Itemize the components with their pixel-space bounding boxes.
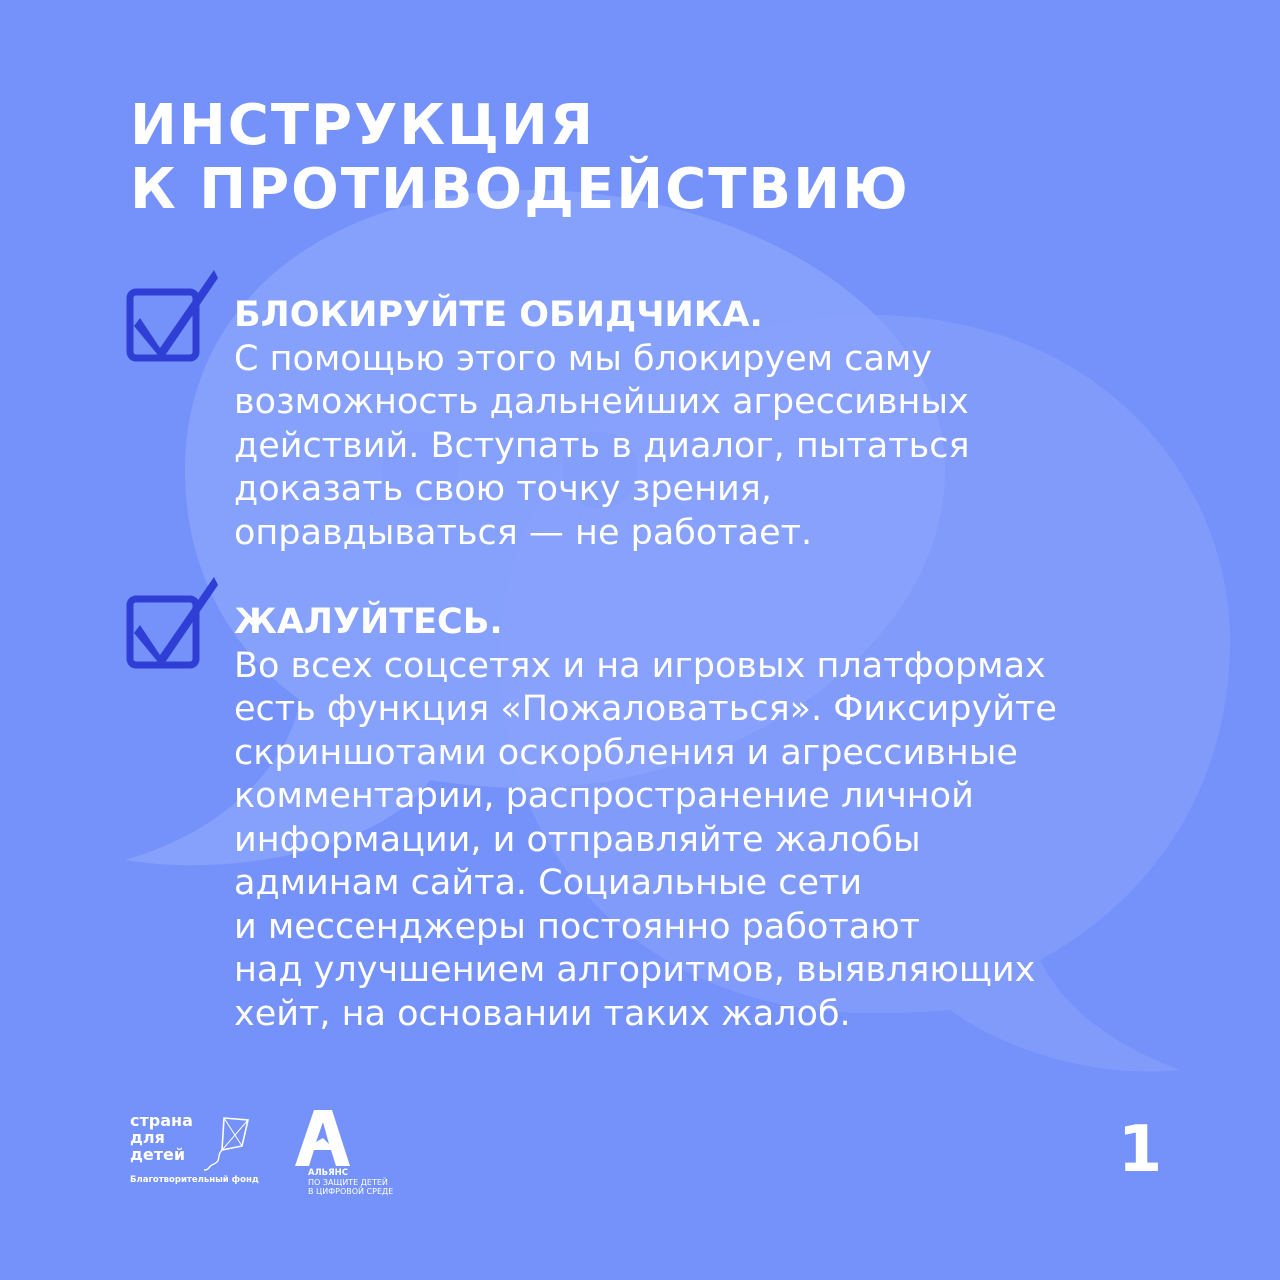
instruction-heading-complain: ЖАЛУЙТЕСЬ. [234, 602, 503, 642]
alliance-line-2: ПО ЗАЩИТЕ ДЕТЕЙ [308, 1178, 388, 1187]
instruction-line: возможность дальнейших агрессивных [234, 382, 969, 422]
strana-dlya-detey-logo [130, 1112, 290, 1192]
kite-icon [202, 1114, 250, 1172]
alliance-line-3: В ЦИФРОВОЙ СРЕДЕ [308, 1187, 394, 1196]
instruction-heading-block: БЛОКИРУЙТЕ ОБИДЧИКА. [234, 295, 763, 335]
instruction-line: Во всех соцсетях и на игровых платформах [234, 645, 1046, 686]
instruction-line: и мессенджеры постоянно работают [234, 906, 921, 947]
instruction-line: доказать свою точку зрения, [234, 469, 772, 509]
instruction-line: информации, и отправляйте жалобы [234, 819, 921, 860]
instruction-line: хейт, на основании таких жалоб. [234, 993, 851, 1034]
logo-word: страна [130, 1111, 193, 1130]
instruction-line: комментарии, распространение личной [234, 776, 974, 816]
instruction-line: действий. Вступать в диалог, пытаться [234, 425, 970, 466]
checkbox-checked-icon [126, 575, 221, 675]
logo-subtitle: Благотворительный фонд [130, 1175, 259, 1185]
logo-word: для [130, 1128, 165, 1147]
instruction-line: админам сайта. Социальные сети [234, 863, 863, 903]
instruction-line: скриншотами оскорбления и агрессивные [234, 732, 1018, 773]
title-line-1: ИНСТРУКЦИЯ [130, 93, 595, 158]
checkbox-checked-icon [126, 268, 221, 368]
alliance-logo [290, 1108, 420, 1198]
instruction-line: С помощью этого мы блокируем саму [234, 338, 933, 379]
instruction-line: над улучшением алгоритмов, выявляющих [234, 950, 1036, 990]
instruction-line: оправдываться — не работает. [234, 512, 813, 553]
logo-word: детей [130, 1145, 186, 1164]
alliance-a-logo-icon [292, 1108, 352, 1168]
instruction-text-block [234, 294, 1244, 555]
alliance-line-1: АЛЬЯНС [308, 1168, 349, 1178]
footer [0, 1100, 1280, 1220]
page-title [130, 94, 910, 222]
instruction-line: есть функция «Пожаловаться». Фиксируйте [234, 689, 1057, 729]
instruction-text-complain [234, 601, 1244, 1036]
page-number: 1 [1117, 1113, 1163, 1187]
title-line-2: К ПРОТИВОДЕЙСТВИЮ [130, 157, 910, 222]
